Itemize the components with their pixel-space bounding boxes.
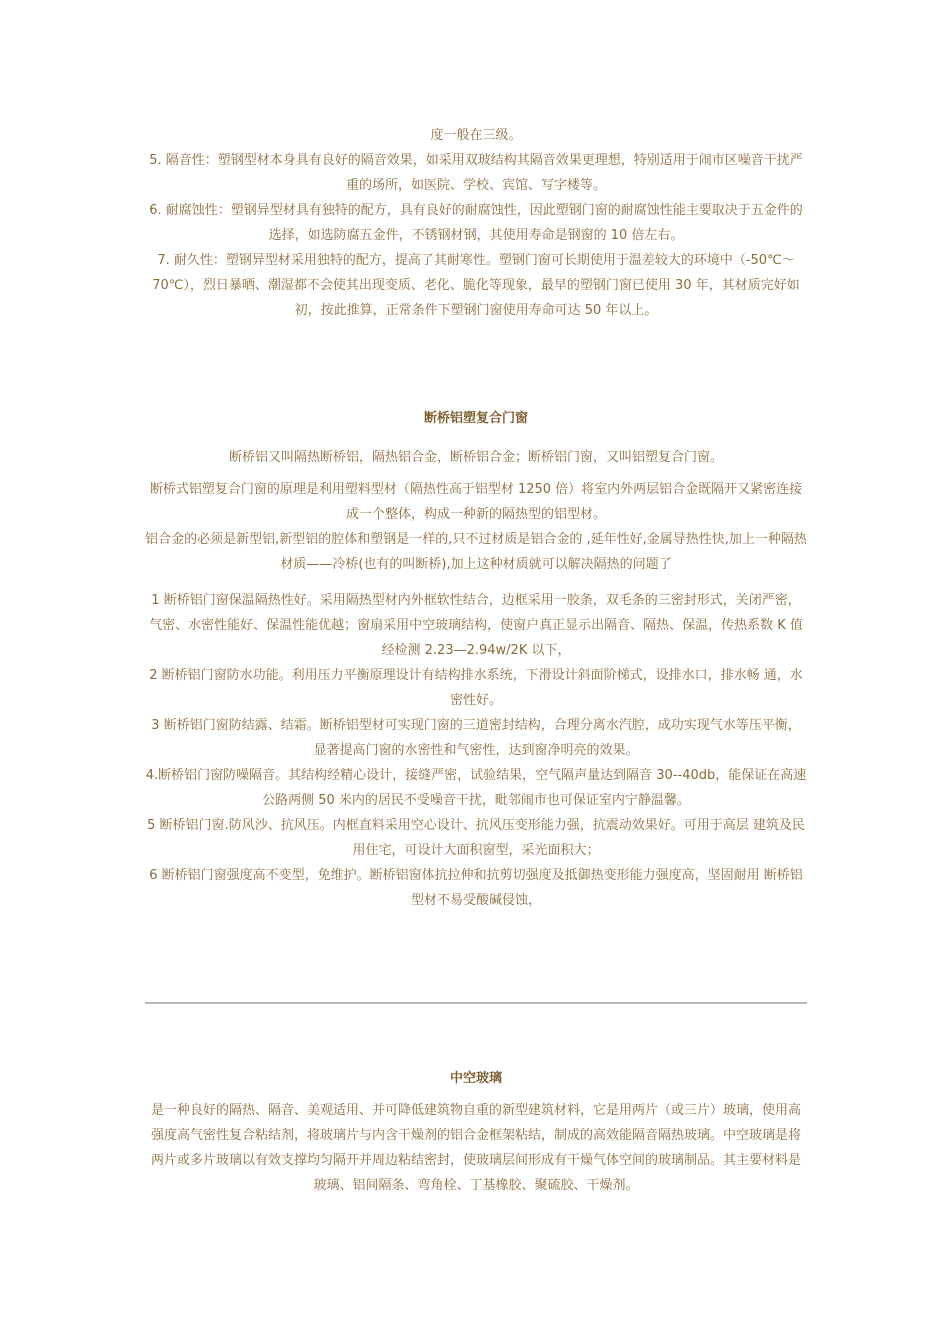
continuation-text: 度一般在三级。 (430, 128, 522, 143)
feature-insulation: 1 断桥铝门窗保温隔热性好。采用隔热型材内外框软性结合，边框采用一胶条，双毛条的三密封形式，关闭严密，气密、水密性能好、保温性能优越；窗扇采用中空玻璃结构，使窗户真正显示出隔音、隔热、保温，传热系数 K 值经检测 2.23—2.94w/2K 以下， (149, 593, 803, 658)
property-corrosion-resistance: 6. 耐腐蚀性：塑钢异型材具有独特的配方，具有良好的耐腐蚀性，因此塑钢门窗的耐腐蚀性能主要取决于五金件的选择，如选防腐五金件，不锈钢材钢，其使用寿命是钢窗的 10 倍左右。 (149, 203, 803, 243)
feature-noise-reduction: 4.断桥铝门窗防噪隔音。其结构经精心设计，接缝严密，试验结果，空气隔声量达到隔音 30--40db，能保证在高速公路两侧 50 米内的居民不受噪音干扰，毗邻闹市也可保证室内宁静温馨。 (145, 768, 807, 808)
principle-text: 断桥式铝塑复合门窗的原理是利用塑料型材（隔热性高于铝型材 1250 倍）将室内外两层铝合金既隔开又紧密连接成一个整体，构成一种新的隔热型的铝型材。 (149, 482, 803, 522)
feature-strength: 6 断桥铝门窗强度高不变型，免维护。断桥铝窗体抗拉伸和抗剪切强度及抵御热变形能力强度高，坚固耐用 断桥铝型材不易受酸碱侵蚀， (149, 868, 803, 908)
property-sound-insulation: 5. 隔音性：塑钢型材本身具有良好的隔音效果，如采用双玻结构其隔音效果更理想，特别适用于闹市区噪音干扰严重的场所，如医院、学校、宾馆、写字楼等。 (149, 153, 803, 193)
intro-text: 断桥铝又叫隔热断桥铝，隔热铝合金，断桥铝合金；断桥铝门窗，又叫铝塑复合门窗。 (228, 450, 723, 465)
section-title-broken-bridge: 断桥铝塑复合门窗 (423, 411, 528, 426)
feature-waterproof: 2 断桥铝门窗防水功能。利用压力平衡原理设计有结构排水系统，下滑设计斜面阶梯式，设排水口，排水畅 通，水密性好。 (149, 668, 803, 708)
section-broken-bridge-aluminum (145, 409, 807, 913)
material-text: 铝合金的必须是新型铝,新型铝的腔体和塑钢是一样的,只不过材质是铝合金的 ,延年性好,金属导热性快,加上一种隔热材质——冷桥(也有的叫断桥),加上这种材质就可以解决隔热的问题了 (145, 532, 807, 572)
feature-wind-resistance: 5 断桥铝门窗.防风沙、抗风压。内框直料采用空心设计、抗风压变形能力强，抗震动效果好。可用于高层 建筑及民用住宅，可设计大面积窗型，采光面积大； (147, 818, 805, 858)
section-insulating-glass (145, 1069, 807, 1198)
property-durability: 7. 耐久性：塑钢异型材采用独特的配方，提高了其耐寒性。塑钢门窗可长期使用于温差较大的环境中（-50℃～70℃），烈日暴晒、潮湿都不会使其出现变质、老化、脆化等现象，最早的塑钢门窗已使用 30 年，其材质完好如初，按此推算，正常条件下塑钢门窗使用寿命可达 50 年以上。 (152, 253, 800, 318)
section-plastic-steel-properties (145, 123, 807, 323)
section-title-insulating-glass: 中空玻璃 (449, 1071, 502, 1086)
insulating-glass-description: 是一种良好的隔热、隔音、美观适用、并可降低建筑物自重的新型建筑材料，它是用两片（或三片）玻璃，使用高强度高气密性复合粘结剂，将玻璃片与内含干燥剂的铝合金框架粘结，制成的高效能隔音隔热玻璃。中空玻璃是将两片或多片玻璃以有效支撑均匀隔开并周边粘结密封，使玻璃层间形成有干燥气体空间的玻璃制品。其主要材料是玻璃、铝间隔条、弯角栓、丁基橡胶、聚硫胶、干燥剂。 (150, 1103, 801, 1193)
feature-anti-condensation: 3 断桥铝门窗防结露、结霜。断桥铝型材可实现门窗的三道密封结构，合理分离水汽腔，成功实现气水等压平衡，显著提高门窗的水密性和气密性，达到窗净明亮的效果。 (151, 718, 801, 758)
section-divider (145, 1002, 807, 1004)
